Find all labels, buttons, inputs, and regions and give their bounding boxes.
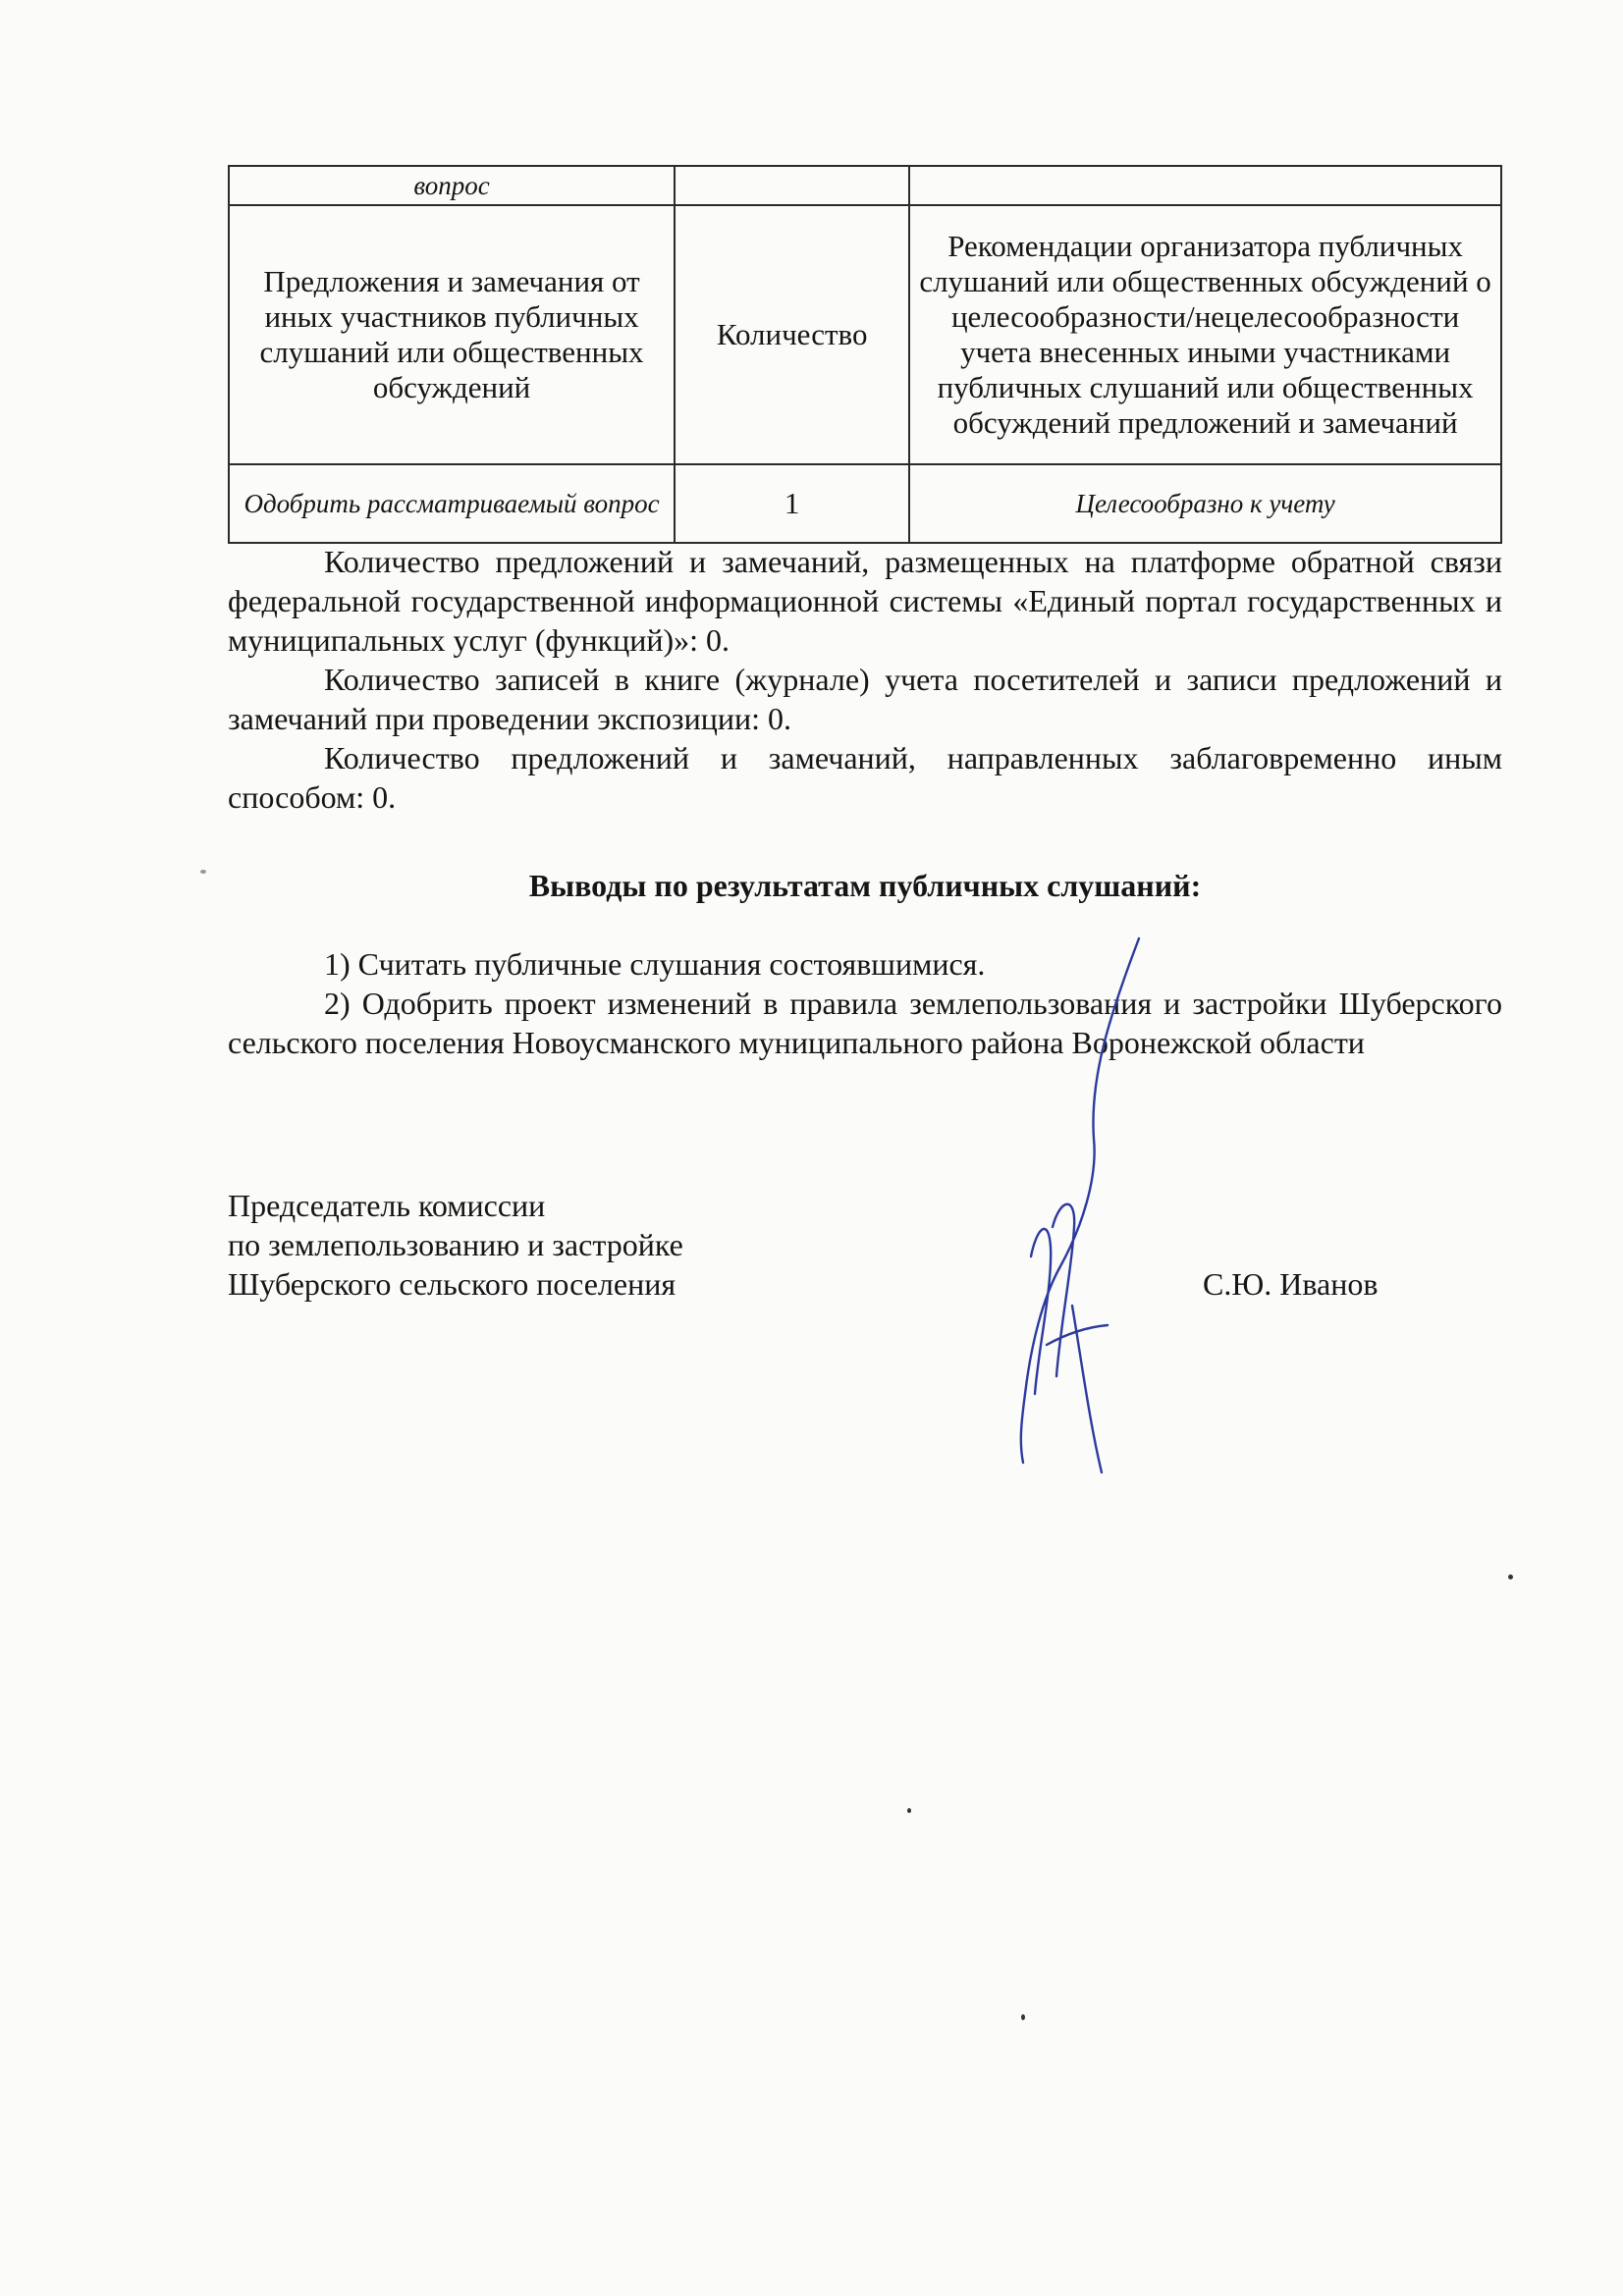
- signatory-name: С.Ю. Иванов: [1203, 1266, 1379, 1302]
- scan-speck: [200, 870, 206, 874]
- signatory-title-line: Шуберского сельского поселения: [228, 1266, 676, 1302]
- handwritten-signature: [992, 933, 1149, 1482]
- signatory-title-line: по землепользованию и застройке: [228, 1227, 683, 1262]
- paragraph-feedback-platform: Количество предложений и замечаний, размещенных на платформе обратной связи федеральной государственной информационной системы «Единый портал государственных и муниципальных услуг (функций)»: 0.: [228, 544, 1502, 658]
- scan-speck: [907, 1808, 911, 1813]
- paragraph-visitor-book: Количество записей в книге (журнале) учета посетителей и записи предложений и замечаний при проведении экспозиции: 0.: [228, 662, 1502, 736]
- table-header-cell: Предложения и замечания от иных участников публичных слушаний или общественных обсуждений: [229, 205, 675, 464]
- table-header-cell: Рекомендации организатора публичных слушаний или общественных обсуждений о целесообразности/нецелесообразности учета внесенных иными участниками публичных слушаний или общественных обсуждений предложений и замечаний: [909, 205, 1501, 464]
- table-row: [229, 166, 1501, 205]
- scan-speck: [1508, 1575, 1513, 1579]
- table-cell: вопрос: [229, 166, 675, 205]
- table-cell: [675, 166, 909, 205]
- proposals-table: [228, 165, 1502, 544]
- conclusions-heading: Выводы по результатам публичных слушаний:: [528, 868, 1202, 903]
- signatory-title-line: Председатель комиссии: [228, 1188, 546, 1223]
- table-cell: 1: [675, 464, 909, 543]
- table-row: [229, 464, 1501, 543]
- table-row: [229, 205, 1501, 464]
- signatory-title: [228, 1186, 683, 1304]
- paragraph-other-means: Количество предложений и замечаний, направленных заблаговременно иным способом: 0.: [228, 740, 1502, 815]
- table-cell: Одобрить рассматриваемый вопрос: [229, 464, 675, 543]
- table-cell: Целесообразно к учету: [909, 464, 1501, 543]
- conclusion-item-1: 1) Считать публичные слушания состоявшимися.: [324, 946, 986, 982]
- table-header-cell: Количество: [675, 205, 909, 464]
- table-cell: [909, 166, 1501, 205]
- conclusion-item-2: 2) Одобрить проект изменений в правила землепользования и застройки Шуберского сельского поселения Новоусманского муниципального района Воронежской области: [228, 986, 1502, 1060]
- scan-speck: [1021, 2014, 1025, 2020]
